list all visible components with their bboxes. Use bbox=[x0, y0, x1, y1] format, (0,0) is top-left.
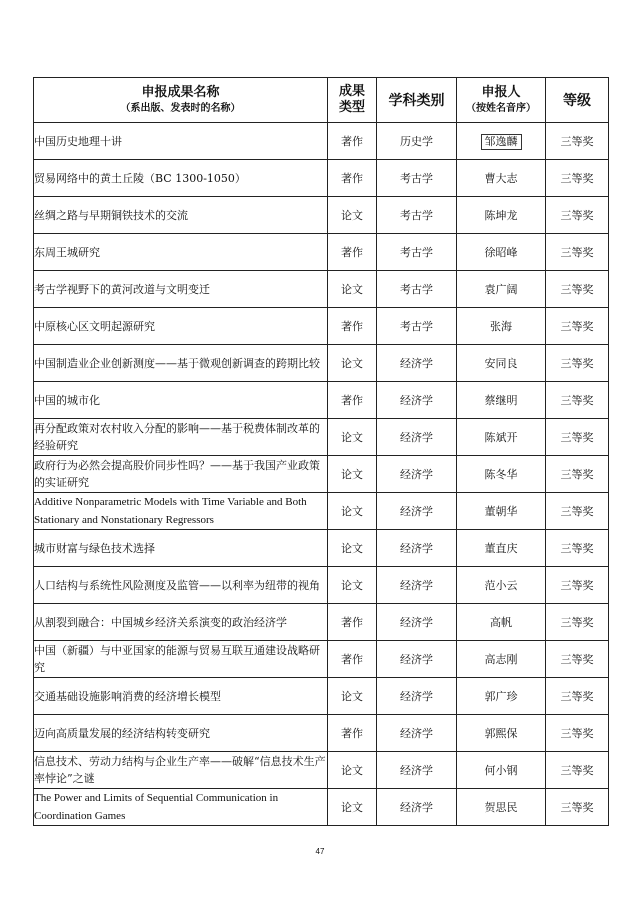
cell-grade bbox=[546, 308, 609, 345]
cell-type bbox=[328, 789, 377, 826]
cell-applicant-text: 安同良 bbox=[484, 356, 518, 370]
cell-type-text: 论文 bbox=[341, 578, 363, 592]
table-body bbox=[34, 123, 609, 826]
cell-discipline bbox=[377, 789, 457, 826]
cell-applicant-text: 贺思民 bbox=[484, 800, 518, 814]
cell-type bbox=[328, 715, 377, 752]
cell-discipline-text: 经济学 bbox=[400, 652, 433, 666]
cell-grade-text: 三等奖 bbox=[560, 393, 594, 407]
cell-type-text: 论文 bbox=[341, 541, 363, 555]
cell-title bbox=[34, 715, 328, 752]
cell-discipline bbox=[377, 752, 457, 789]
cell-applicant bbox=[457, 530, 546, 567]
cell-type-text: 论文 bbox=[341, 689, 363, 703]
cell-applicant bbox=[457, 789, 546, 826]
cell-type bbox=[328, 234, 377, 271]
cell-title bbox=[34, 752, 328, 789]
cell-title-text: 东周王城研究 bbox=[34, 245, 100, 259]
cell-grade-text: 三等奖 bbox=[560, 689, 594, 703]
cell-type-text: 著作 bbox=[341, 171, 363, 185]
cell-discipline bbox=[377, 530, 457, 567]
cell-grade-text: 三等奖 bbox=[560, 578, 594, 592]
cell-title-text: 中原核心区文明起源研究 bbox=[34, 319, 155, 333]
cell-title-text: 中国历史地理十讲 bbox=[34, 134, 122, 148]
cell-grade bbox=[546, 789, 609, 826]
header-applicant bbox=[457, 78, 546, 123]
cell-discipline bbox=[377, 493, 457, 530]
cell-discipline-text: 经济学 bbox=[400, 578, 433, 592]
cell-grade bbox=[546, 641, 609, 678]
cell-applicant bbox=[457, 567, 546, 604]
cell-grade bbox=[546, 197, 609, 234]
cell-applicant-text: 张海 bbox=[490, 319, 512, 333]
cell-type-text: 论文 bbox=[341, 800, 363, 814]
cell-applicant bbox=[457, 641, 546, 678]
cell-applicant-text: 袁广阔 bbox=[484, 282, 518, 296]
cell-title bbox=[34, 160, 328, 197]
header-grade-label: 等级 bbox=[563, 93, 591, 109]
cell-applicant-text: 董直庆 bbox=[484, 541, 518, 555]
cell-grade bbox=[546, 715, 609, 752]
cell-discipline-text: 经济学 bbox=[400, 800, 433, 814]
header-type-line1: 成果 bbox=[338, 84, 365, 99]
cell-discipline bbox=[377, 382, 457, 419]
cell-grade-text: 三等奖 bbox=[560, 467, 594, 481]
cell-discipline-text: 历史学 bbox=[400, 134, 433, 148]
cell-applicant-text: 陈冬华 bbox=[484, 467, 518, 481]
cell-title-text: 从割裂到融合：中国城乡经济关系演变的政治经济学 bbox=[34, 615, 287, 629]
cell-discipline bbox=[377, 271, 457, 308]
cell-type bbox=[328, 456, 377, 493]
cell-title-text: 中国（新疆）与中亚国家的能源与贸易互联互通建设战略研究 bbox=[34, 644, 320, 674]
cell-title-text: 丝绸之路与早期铜铁技术的交流 bbox=[34, 208, 188, 222]
cell-discipline-text: 经济学 bbox=[400, 541, 433, 555]
cell-discipline-text: 经济学 bbox=[400, 356, 433, 370]
cell-title bbox=[34, 308, 328, 345]
table-row bbox=[34, 641, 609, 678]
cell-applicant-text: 蔡继明 bbox=[484, 393, 518, 407]
cell-type-text: 论文 bbox=[341, 282, 363, 296]
cell-title bbox=[34, 530, 328, 567]
cell-grade bbox=[546, 271, 609, 308]
cell-title-text: The Power and Limits of Sequential Communication in Coordination Games bbox=[34, 792, 279, 822]
cell-type bbox=[328, 752, 377, 789]
cell-title-text: 迈向高质量发展的经济结构转变研究 bbox=[34, 726, 210, 740]
cell-grade bbox=[546, 345, 609, 382]
cell-title-text: Additive Nonparametric Models with Time Variable and Both Stationary and Nonstationary Regressors bbox=[34, 496, 307, 526]
cell-applicant-text: 陈斌开 bbox=[484, 430, 518, 444]
cell-applicant-text: 高志刚 bbox=[484, 652, 518, 666]
cell-title bbox=[34, 382, 328, 419]
cell-grade-text: 三等奖 bbox=[560, 282, 594, 296]
table-row bbox=[34, 456, 609, 493]
cell-applicant bbox=[457, 715, 546, 752]
cell-grade bbox=[546, 604, 609, 641]
cell-discipline-text: 考古学 bbox=[400, 319, 433, 333]
cell-title bbox=[34, 234, 328, 271]
cell-type bbox=[328, 197, 377, 234]
cell-discipline-text: 考古学 bbox=[400, 171, 433, 185]
cell-type-text: 论文 bbox=[341, 356, 363, 370]
cell-applicant-text: 董朝华 bbox=[484, 504, 518, 518]
cell-discipline-text: 经济学 bbox=[400, 467, 433, 481]
cell-discipline bbox=[377, 197, 457, 234]
cell-type-text: 论文 bbox=[341, 467, 363, 481]
cell-title-text: 城市财富与绿色技术选择 bbox=[34, 541, 155, 555]
cell-type-text: 著作 bbox=[341, 134, 363, 148]
cell-type bbox=[328, 604, 377, 641]
cell-type-text: 著作 bbox=[341, 319, 363, 333]
cell-type bbox=[328, 641, 377, 678]
cell-grade bbox=[546, 530, 609, 567]
cell-title bbox=[34, 789, 328, 826]
cell-title bbox=[34, 678, 328, 715]
cell-title bbox=[34, 567, 328, 604]
cell-type-text: 论文 bbox=[341, 763, 363, 777]
cell-discipline-text: 经济学 bbox=[400, 726, 433, 740]
table-row bbox=[34, 493, 609, 530]
cell-applicant bbox=[457, 493, 546, 530]
cell-applicant bbox=[457, 160, 546, 197]
cell-discipline bbox=[377, 567, 457, 604]
cell-grade-text: 三等奖 bbox=[560, 319, 594, 333]
cell-discipline bbox=[377, 604, 457, 641]
cell-type bbox=[328, 308, 377, 345]
table-row bbox=[34, 197, 609, 234]
cell-applicant-text: 郭熙保 bbox=[484, 726, 518, 740]
cell-discipline bbox=[377, 715, 457, 752]
cell-grade bbox=[546, 123, 609, 160]
cell-discipline bbox=[377, 160, 457, 197]
cell-type-text: 著作 bbox=[341, 726, 363, 740]
cell-discipline bbox=[377, 456, 457, 493]
cell-applicant bbox=[457, 345, 546, 382]
table-row bbox=[34, 382, 609, 419]
cell-type-text: 论文 bbox=[341, 504, 363, 518]
cell-grade-text: 三等奖 bbox=[560, 763, 594, 777]
cell-title-text: 信息技术、劳动力结构与企业生产率——破解“信息技术生产率悖论”之谜 bbox=[34, 755, 326, 785]
cell-applicant-text: 徐昭峰 bbox=[484, 245, 518, 259]
cell-type bbox=[328, 345, 377, 382]
cell-grade-text: 三等奖 bbox=[560, 615, 594, 629]
cell-type bbox=[328, 493, 377, 530]
cell-discipline-text: 考古学 bbox=[400, 282, 433, 296]
table-row bbox=[34, 752, 609, 789]
cell-applicant bbox=[457, 419, 546, 456]
cell-discipline bbox=[377, 123, 457, 160]
cell-applicant-text: 范小云 bbox=[484, 578, 518, 592]
table-header bbox=[34, 78, 609, 123]
cell-discipline-text: 经济学 bbox=[400, 689, 433, 703]
header-title bbox=[34, 78, 328, 123]
cell-title bbox=[34, 493, 328, 530]
cell-grade bbox=[546, 234, 609, 271]
cell-grade-text: 三等奖 bbox=[560, 541, 594, 555]
cell-title-text: 中国的城市化 bbox=[34, 393, 100, 407]
cell-type-text: 著作 bbox=[341, 615, 363, 629]
cell-grade bbox=[546, 493, 609, 530]
cell-type-text: 著作 bbox=[341, 652, 363, 666]
cell-applicant bbox=[457, 123, 546, 160]
cell-discipline bbox=[377, 678, 457, 715]
cell-grade-text: 三等奖 bbox=[560, 245, 594, 259]
cell-applicant bbox=[457, 197, 546, 234]
cell-title-text: 中国制造业企业创新测度——基于微观创新调查的跨期比较 bbox=[34, 356, 320, 370]
cell-grade bbox=[546, 382, 609, 419]
cell-discipline bbox=[377, 641, 457, 678]
header-title-sub: （系出版、发表时的名称） bbox=[120, 103, 241, 114]
cell-title bbox=[34, 604, 328, 641]
header-type-line2: 类型 bbox=[338, 100, 365, 115]
cell-grade-text: 三等奖 bbox=[560, 504, 594, 518]
cell-applicant bbox=[457, 234, 546, 271]
cell-title-text: 贸易网络中的黄土丘陵（BC 1300-1050） bbox=[34, 171, 246, 185]
cell-grade bbox=[546, 160, 609, 197]
table-row bbox=[34, 789, 609, 826]
cell-grade-text: 三等奖 bbox=[560, 652, 594, 666]
cell-applicant-text: 郭广珍 bbox=[484, 689, 518, 703]
cell-type bbox=[328, 419, 377, 456]
cell-applicant-text: 高帆 bbox=[490, 615, 512, 629]
cell-grade bbox=[546, 678, 609, 715]
header-title-main: 申报成果名称 bbox=[141, 85, 220, 100]
cell-type bbox=[328, 678, 377, 715]
cell-grade bbox=[546, 456, 609, 493]
cell-applicant bbox=[457, 271, 546, 308]
table-row bbox=[34, 234, 609, 271]
cell-applicant bbox=[457, 456, 546, 493]
header-applicant-main: 申报人 bbox=[481, 85, 521, 100]
cell-applicant-text: 邹逸麟 bbox=[481, 134, 522, 150]
header-discipline-label: 学科类别 bbox=[388, 93, 445, 109]
cell-discipline bbox=[377, 308, 457, 345]
cell-applicant bbox=[457, 678, 546, 715]
cell-discipline-text: 经济学 bbox=[400, 504, 433, 518]
cell-discipline bbox=[377, 419, 457, 456]
cell-discipline-text: 经济学 bbox=[400, 430, 433, 444]
cell-discipline-text: 考古学 bbox=[400, 208, 433, 222]
table-row bbox=[34, 345, 609, 382]
cell-discipline-text: 考古学 bbox=[400, 245, 433, 259]
cell-type-text: 论文 bbox=[341, 208, 363, 222]
cell-title bbox=[34, 271, 328, 308]
cell-grade bbox=[546, 567, 609, 604]
header-applicant-sub: （按姓名音序） bbox=[466, 103, 536, 114]
cell-title bbox=[34, 345, 328, 382]
cell-applicant-text: 何小钢 bbox=[484, 763, 518, 777]
cell-type-text: 著作 bbox=[341, 245, 363, 259]
table-row bbox=[34, 604, 609, 641]
cell-type-text: 论文 bbox=[341, 430, 363, 444]
table-row bbox=[34, 567, 609, 604]
cell-applicant bbox=[457, 604, 546, 641]
cell-grade-text: 三等奖 bbox=[560, 134, 594, 148]
cell-discipline-text: 经济学 bbox=[400, 393, 433, 407]
cell-type-text: 著作 bbox=[341, 393, 363, 407]
cell-grade bbox=[546, 419, 609, 456]
cell-title bbox=[34, 197, 328, 234]
cell-title-text: 政府行为必然会提高股价同步性吗？——基于我国产业政策的实证研究 bbox=[34, 459, 320, 489]
cell-type bbox=[328, 123, 377, 160]
cell-applicant bbox=[457, 752, 546, 789]
cell-discipline bbox=[377, 345, 457, 382]
cell-discipline bbox=[377, 234, 457, 271]
cell-grade-text: 三等奖 bbox=[560, 800, 594, 814]
cell-title bbox=[34, 456, 328, 493]
cell-title bbox=[34, 641, 328, 678]
header-discipline bbox=[377, 78, 457, 123]
cell-type bbox=[328, 567, 377, 604]
cell-title bbox=[34, 419, 328, 456]
cell-applicant-text: 曹大志 bbox=[484, 171, 518, 185]
awards-table bbox=[33, 77, 609, 826]
cell-grade bbox=[546, 752, 609, 789]
cell-title-text: 考古学视野下的黄河改道与文明变迁 bbox=[34, 282, 210, 296]
table-row bbox=[34, 715, 609, 752]
table-row bbox=[34, 271, 609, 308]
cell-applicant bbox=[457, 382, 546, 419]
page-number: 47 bbox=[315, 847, 325, 856]
cell-type bbox=[328, 271, 377, 308]
table-row bbox=[34, 678, 609, 715]
table-row bbox=[34, 308, 609, 345]
table-row bbox=[34, 123, 609, 160]
cell-grade-text: 三等奖 bbox=[560, 208, 594, 222]
cell-applicant bbox=[457, 308, 546, 345]
header-grade bbox=[546, 78, 609, 123]
cell-title-text: 交通基础设施影响消费的经济增长模型 bbox=[34, 689, 221, 703]
table-row bbox=[34, 419, 609, 456]
cell-title-text: 人口结构与系统性风险测度及监管——以利率为纽带的视角 bbox=[34, 578, 320, 592]
cell-grade-text: 三等奖 bbox=[560, 171, 594, 185]
cell-type bbox=[328, 382, 377, 419]
table-row bbox=[34, 530, 609, 567]
cell-discipline-text: 经济学 bbox=[400, 763, 433, 777]
cell-applicant-text: 陈坤龙 bbox=[484, 208, 518, 222]
cell-title bbox=[34, 123, 328, 160]
cell-grade-text: 三等奖 bbox=[560, 726, 594, 740]
cell-grade-text: 三等奖 bbox=[560, 430, 594, 444]
cell-type bbox=[328, 530, 377, 567]
cell-type bbox=[328, 160, 377, 197]
cell-discipline-text: 经济学 bbox=[400, 615, 433, 629]
table-row bbox=[34, 160, 609, 197]
cell-title-text: 再分配政策对农村收入分配的影响——基于税费体制改革的经验研究 bbox=[34, 422, 320, 452]
header-type bbox=[328, 78, 377, 123]
cell-grade-text: 三等奖 bbox=[560, 356, 594, 370]
